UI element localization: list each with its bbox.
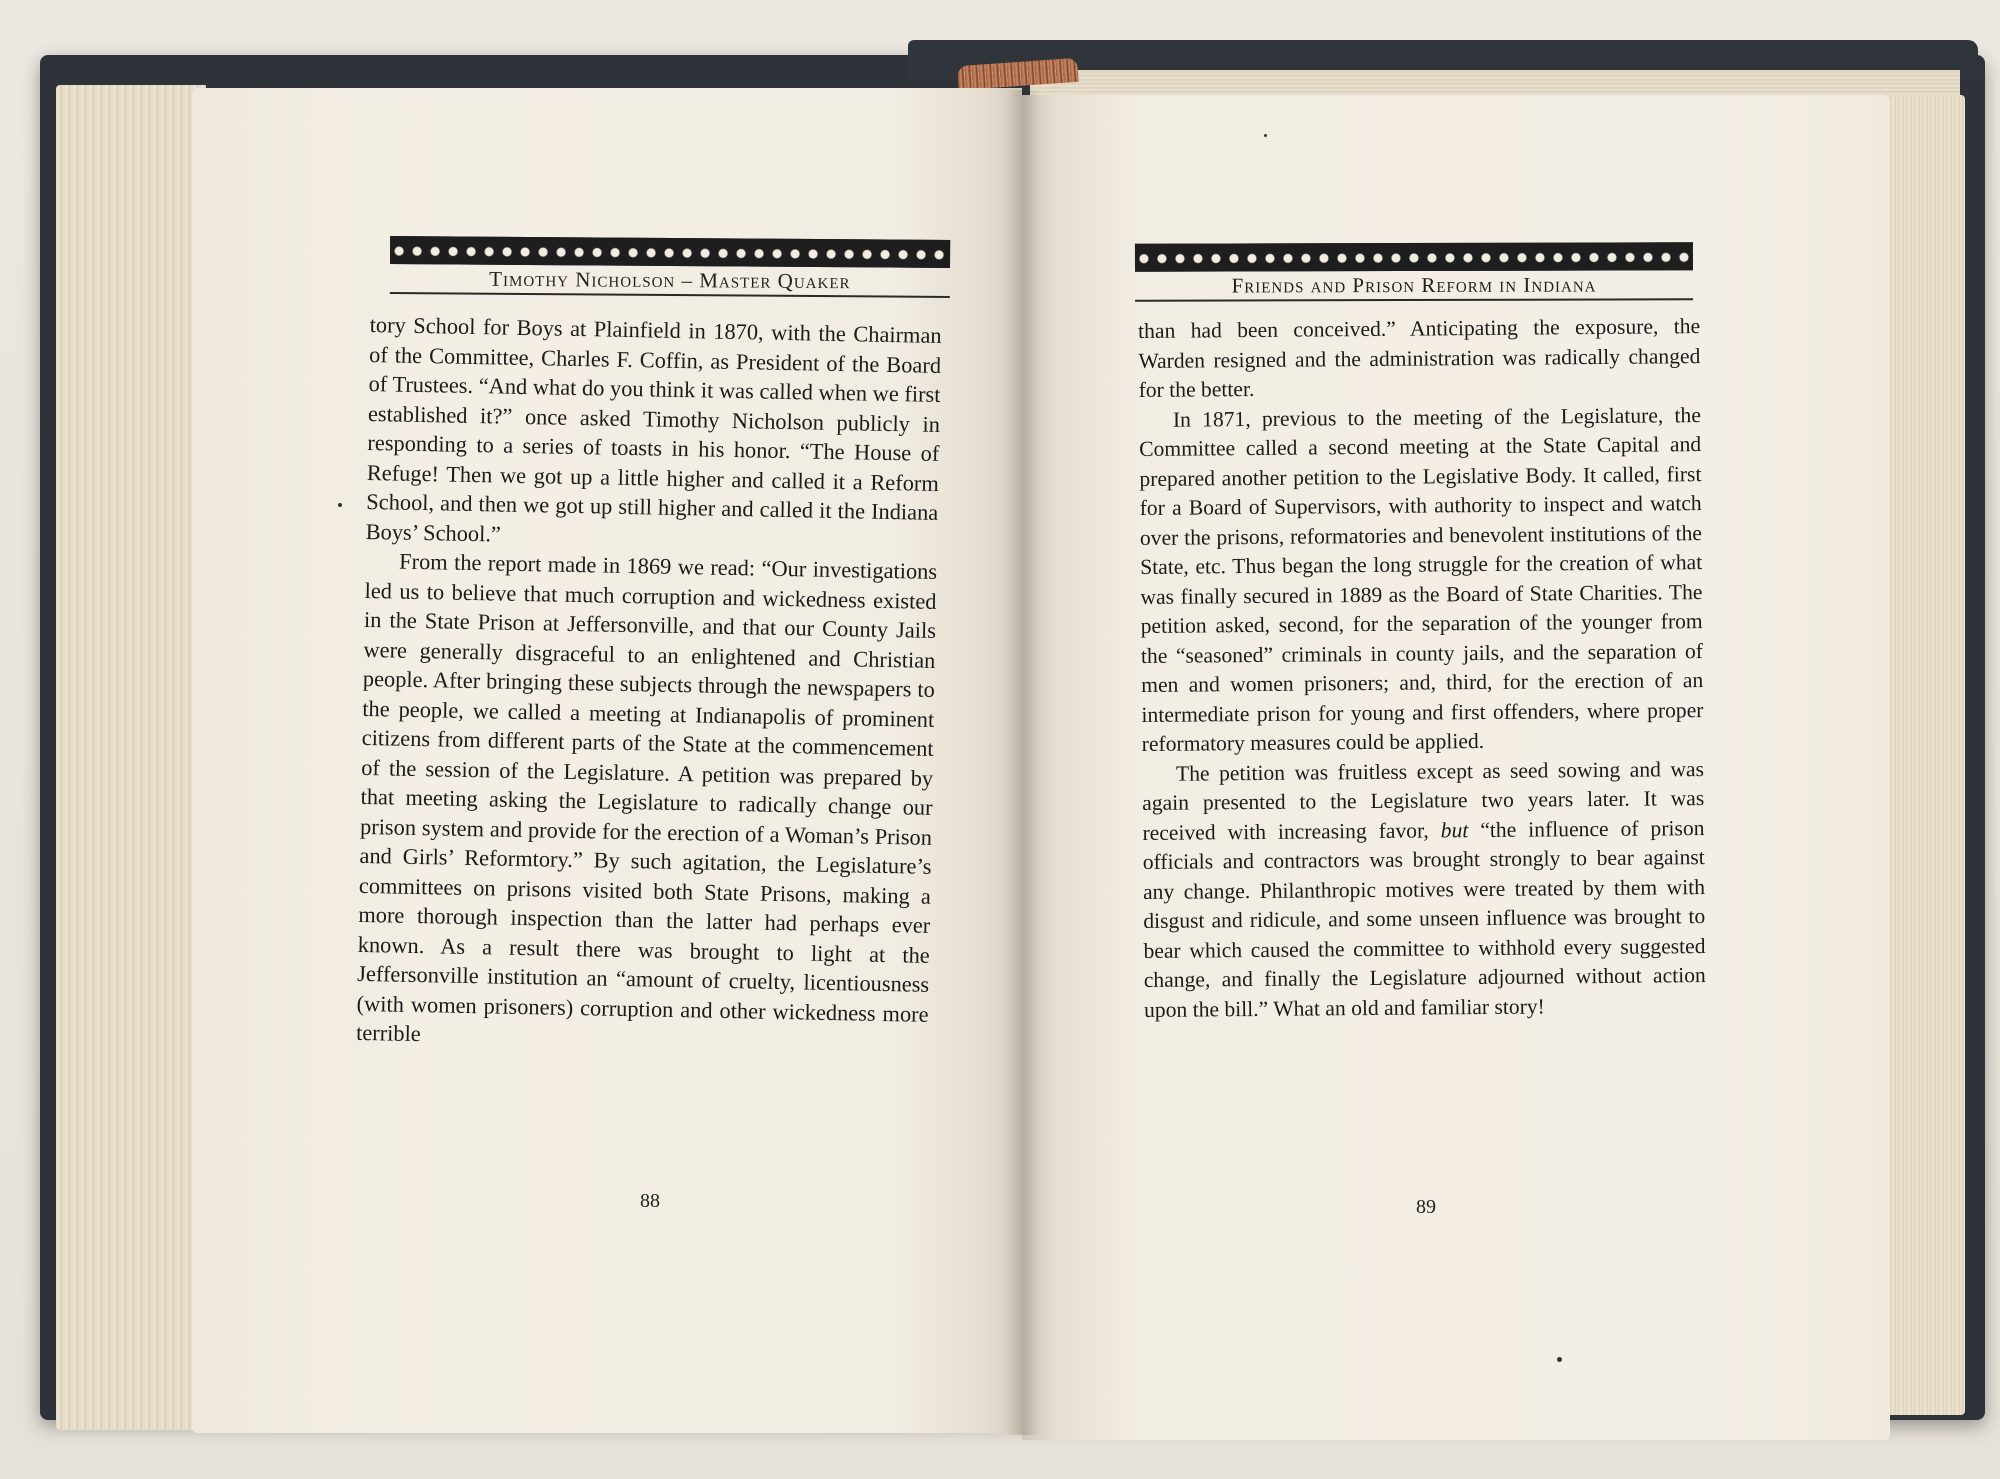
gutter-shadow: [1005, 90, 1041, 1435]
left-paragraph-1: tory School for Boys at Plainfield in 1870, with the Chairman of the Committee, Charles F. Coffin, as President of the Board of Trustees. “And what do you think it was called when we first established it?” once asked Timothy Nicholson publicly in responding to a series of toasts in his honor. “The House of Refuge! Then we got up a little higher and called it a Reform School, and then we got up still higher and called it the Indiana Boys’ School.”: [365, 311, 942, 547]
page-edges-right: [1880, 95, 1965, 1415]
left-page-body: [356, 310, 942, 1058]
left-paragraph-2: From the report made in 1869 we read: “Our investigations led us to believe that much corruption and wickedness existed in the State Prison at Jeffersonville, and that our County Jails were generally disgraceful to an enlightened and Christian people. After bringing these subjects through the newspapers to the people, we called a meeting at Indianapolis of prominent citizens from different parts of the State at the commencement of the session of the Legislature. A petition was prepared by that meeting asking the Legislature to radically change our prison system and provide for the erection of a Woman’s Prison and Girls’ Reformtory.” By such agitation, the Legislature’s committees on prisons visited both State Prisons, making a more thorough inspection than the latter had perhaps ever known. As a result there was brought to light at the Jeffersonville institution an “amount of cruelty, licentiousness (with women prisoners) corruption and other wickedness more terrible: [355, 548, 938, 1047]
right-running-head-title: Friends and Prison Reform in Indiana: [1135, 270, 1693, 301]
right-page-number: 89: [1416, 1196, 1436, 1218]
right-running-head: [1135, 242, 1693, 299]
paper-speck: [1557, 1357, 1562, 1362]
paragraph-3-italic: but: [1440, 817, 1469, 842]
paragraph-3-text-b: “the influence of prison officials and contractors was brought strongly to bear against any change. Philanthropic motives were treated by them with disgust and ridicule, and some unseen influence was brought to bear which caused the committee to withhold every suggested change, and finally the Legislature adjourned without action upon the bill.” What an old and familiar story!: [1142, 815, 1706, 1022]
paragraph-3-text-a: The petition was fruitless except as seed sowing and was again presented to the Legislature two years later. It was received with increasing favor,: [1142, 756, 1705, 845]
ornament-border: [1135, 242, 1693, 271]
left-running-head: [390, 236, 950, 296]
ornament-border: [390, 236, 950, 268]
right-paragraph-1: than had been conceived.” Anticipating the exposure, the Warden resigned and the administration was radically changed for the better.: [1138, 314, 1701, 402]
right-paragraph-3: [1142, 755, 1706, 1025]
left-page-number: 88: [640, 1190, 660, 1212]
left-running-head-title: Timothy Nicholson – Master Quaker: [390, 264, 950, 298]
right-page-body: [1138, 312, 1706, 1025]
paper-speck: [338, 503, 342, 507]
page-edges-left: [56, 85, 206, 1430]
right-paragraph-2: In 1871, previous to the meeting of the Legislature, the Committee called a second meeting at the State Capital and prepared another petition to the Legislative Body. It called, first for a Board of Supervisors, with authority to inspect and watch over the prisons, reformatories and benevolent institutions of the State, etc. Thus began the long struggle for the creation of what was finally secured in 1889 as the Board of State Charities. The petition asked, second, for the separation of the younger from the “seasoned” criminals in county jails, and the separation of men and women prisoners; and, third, for the erection of an intermediate prison for young and first offenders, where proper reformatory measures could be applied.: [1139, 402, 1704, 756]
paper-speck: [1264, 134, 1267, 137]
